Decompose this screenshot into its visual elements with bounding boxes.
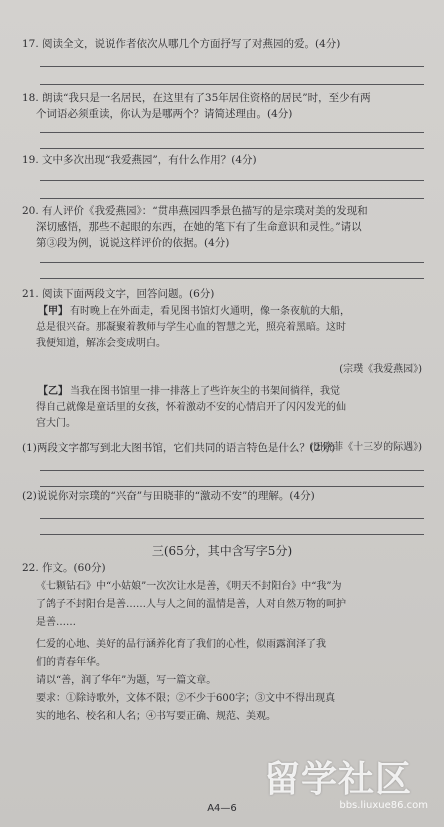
answer-line: [40, 534, 424, 535]
passage-jia: [22, 304, 422, 378]
question-20-line3: 第③段为例，说说这样评价的依据。(4分): [36, 237, 230, 249]
passage-yi-tag: 【乙】: [38, 386, 68, 397]
question-19-text: 19. 文中多次出现“我爱燕园”，有什么作用？(4分): [22, 154, 257, 166]
question-18-line2: 个词语必须重读，你认为是哪两个？请简述理由。(4分): [36, 108, 293, 120]
question-18: [22, 90, 422, 122]
answer-line: [40, 470, 424, 471]
question-17-text: 17. 阅读全文，说说作者依次从哪几个方面抒写了对燕园的爱。(4分): [22, 38, 341, 50]
answer-line: [40, 518, 424, 519]
answer-line: [40, 278, 424, 279]
essay-prompt-line: 们的青春年华。: [36, 657, 106, 668]
passage-yi-line1: 当我在图书馆里一排一排落上了些许灰尘的书架间徜徉，我觉: [70, 386, 340, 397]
watermark-url: bbs.liuxue86.com: [339, 800, 428, 811]
question-17: [22, 36, 422, 52]
passage-jia-line3: 我便知道，解冻会变成明白。: [36, 338, 166, 349]
question-18-line1: 18. 朗读“我只是一名居民，在这里有了35年居住资格的居民”时，至少有两: [22, 92, 371, 104]
page-number: A4—6: [207, 803, 237, 814]
question-21-sub1-text: (1)两段文字都写到北大图书馆，它们共同的语言特色是什么？(2分): [22, 442, 336, 454]
passage-yi-line2: 得自己就像是童话里的女孩，怀着激动不安的心情启开了闪闪发光的仙: [36, 402, 346, 413]
answer-line: [40, 84, 424, 85]
answer-line: [40, 66, 424, 67]
essay-instruction: 请以“善，润了华年”为题，写一篇文章。: [36, 675, 217, 686]
passage-jia-tag: 【甲】: [38, 306, 68, 317]
question-21-heading: 21. 阅读下面两段文字，回答问题。(6分): [22, 288, 215, 300]
essay-prompt-line: 《七颗钻石》中“小姑娘”一次次让水是善，《明天不封阳台》中“我”为: [36, 581, 342, 592]
question-19: [22, 152, 422, 168]
question-21-sub2-text: (2)说说你对宗璞的“兴奋”与田晓菲的“激动不安”的理解。(4分): [22, 490, 315, 502]
question-21: [22, 286, 422, 302]
watermark-brand: 留学社区: [264, 759, 413, 800]
essay-requirement-line: 实的地名、校名和人名；④书写要正确、规范、美观。: [36, 711, 276, 722]
passage-jia-line2: 总是很兴奋。那凝聚着教师与学生心血的智慧之光，照亮着黑暗。这时: [36, 322, 346, 333]
question-22: [22, 560, 422, 576]
passage-yi-source: (田晓菲《十三岁的际遇》): [309, 442, 422, 453]
essay-requirement-line: 要求：①除诗歌外，文体不限；②不少于600字；③文中不得出现真: [36, 693, 336, 704]
question-20: [22, 203, 422, 251]
passage-jia-source: (宗璞《我爱燕园》): [339, 364, 422, 375]
question-20-line2: 深切感悟，那些不起眼的东西，在她的笔下有了生命意识和灵性。”请以: [36, 221, 362, 233]
question-22-body: [22, 578, 422, 726]
essay-prompt-line: 了鸽子不封阳台是善……人与人之间的温情是善，人对自然万物的呵护: [36, 599, 346, 610]
answer-line: [40, 148, 424, 149]
answer-line: [40, 198, 424, 199]
answer-line: [40, 262, 424, 263]
answer-line: [40, 180, 424, 181]
question-21-sub1: [22, 440, 422, 456]
answer-line: [40, 132, 424, 133]
answer-line: [40, 486, 424, 487]
question-20-line1: 20. 有人评价《我爱燕园》：“贯串燕园四季景色描写的是宗璞对美的发现和: [22, 205, 368, 217]
passage-yi-line3: 宫大门。: [36, 418, 76, 429]
question-22-heading: 22. 作文。(60分): [22, 562, 106, 574]
essay-prompt-line: 是善……: [36, 617, 76, 628]
section-title: 三(65分，其中含写字5分): [151, 544, 293, 558]
watermark-logo: [264, 760, 434, 818]
essay-prompt-line: 仁爱的心地、美好的品行涵养化育了我们的心性，似雨露润泽了我: [36, 639, 326, 650]
passage-jia-line1: 有时晚上在外面走，看见图书馆灯火通明，像一条夜航的大船，: [70, 306, 350, 317]
question-21-sub2: [22, 488, 422, 504]
